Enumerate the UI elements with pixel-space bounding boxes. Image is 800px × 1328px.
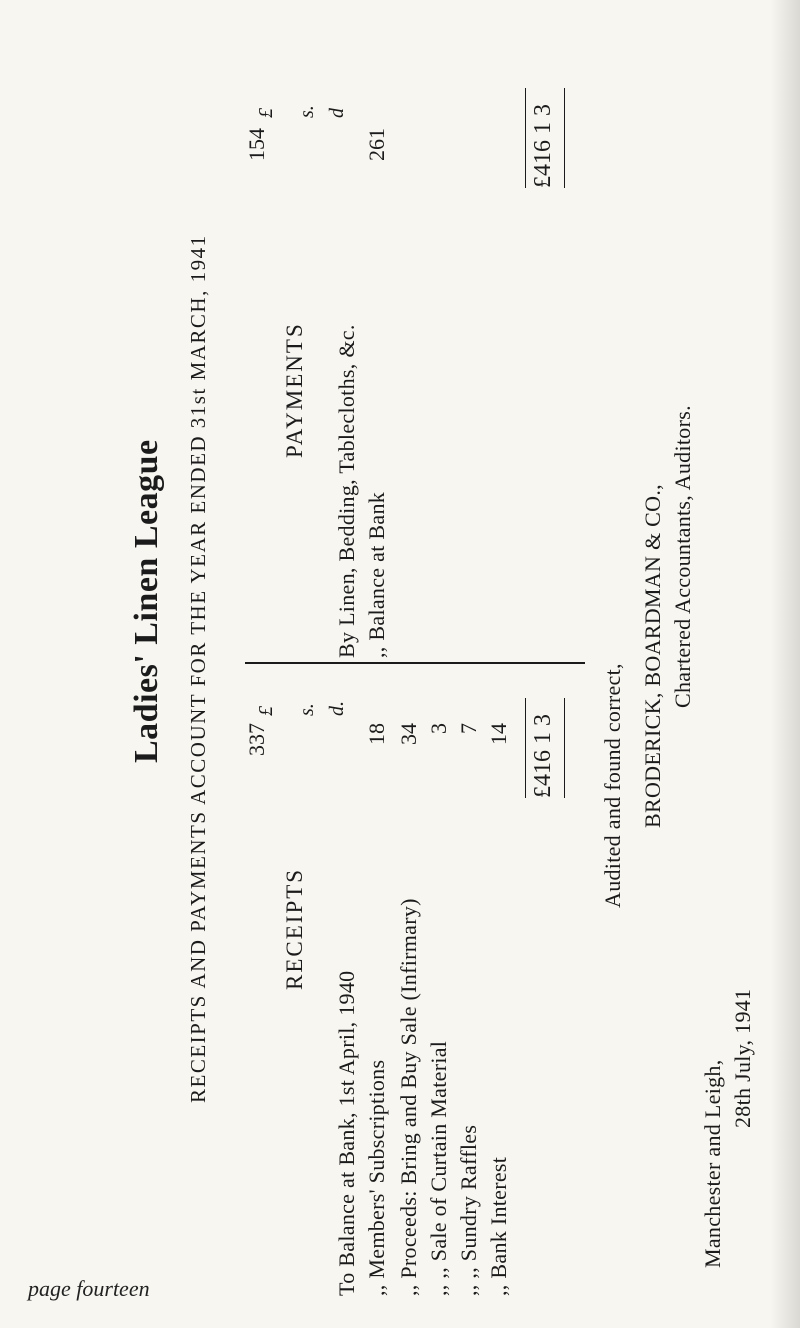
document-title: Ladies' Linen League: [128, 439, 165, 763]
audit-line-3: Chartered Accountants, Auditors.: [670, 405, 695, 708]
payments-total: £416 1 3: [530, 104, 556, 188]
receipt-row-label: ,, Proceeds: Bring and Buy Sale (Infirmary): [396, 898, 421, 1296]
document-subtitle: RECEIPTS AND PAYMENTS ACCOUNT FOR THE YEAR ENDED 31st MARCH, 1941: [186, 234, 210, 1103]
receipt-pounds: 18: [364, 723, 389, 745]
receipts-heading: RECEIPTS: [282, 867, 307, 990]
audit-place: Manchester and Leigh,: [700, 1059, 725, 1268]
payments-pound-header: £: [255, 108, 277, 118]
receipt-pounds: 337: [244, 723, 269, 756]
payments-shilling-header: s.: [296, 105, 318, 118]
audit-date: 28th July, 1941: [730, 988, 755, 1128]
payment-pounds: 154: [244, 128, 269, 161]
receipt-row-label: ,, ,, Sundry Raffles: [456, 1124, 481, 1296]
receipt-pounds: 3: [426, 723, 451, 734]
receipt-row-label: ,, Bank Interest: [486, 1156, 511, 1296]
receipt-pounds: 34: [396, 723, 421, 745]
receipts-total-rule-top: [525, 698, 526, 798]
page-edge-shadow: [770, 0, 800, 1328]
column-divider: [245, 662, 585, 664]
payment-row-label: ,, Balance at Bank: [364, 491, 389, 658]
audit-line-2: BRODERICK, BOARDMAN & CO.,: [640, 484, 665, 828]
receipts-total: £416 1 3: [530, 714, 556, 798]
receipts-shilling-header: s.: [296, 703, 318, 716]
receipt-row-label: ,, ,, Sale of Curtain Material: [426, 1040, 451, 1296]
receipt-row-label: ,, Members' Subscriptions: [364, 1059, 389, 1296]
audit-line-1: Audited and found correct,: [600, 663, 625, 908]
receipt-row-label: To Balance at Bank, 1st April, 1940: [334, 970, 359, 1296]
receipts-pence-header: d.: [326, 701, 348, 716]
payment-pounds: 261: [364, 128, 389, 161]
page-number-label: page fourteen: [28, 1276, 150, 1301]
payment-row-label: By Linen, Bedding, Tablecloths, &c.: [334, 324, 359, 658]
payments-total-rule-top: [525, 88, 526, 188]
receipt-pounds: 14: [486, 723, 511, 745]
receipts-total-rule-bottom: [564, 698, 565, 798]
payments-total-rule-bottom: [564, 88, 565, 188]
payments-pence-header: d: [326, 108, 348, 118]
receipts-pound-header: £: [255, 706, 277, 716]
receipt-pounds: 7: [456, 723, 481, 734]
payments-heading: PAYMENTS: [282, 322, 307, 458]
